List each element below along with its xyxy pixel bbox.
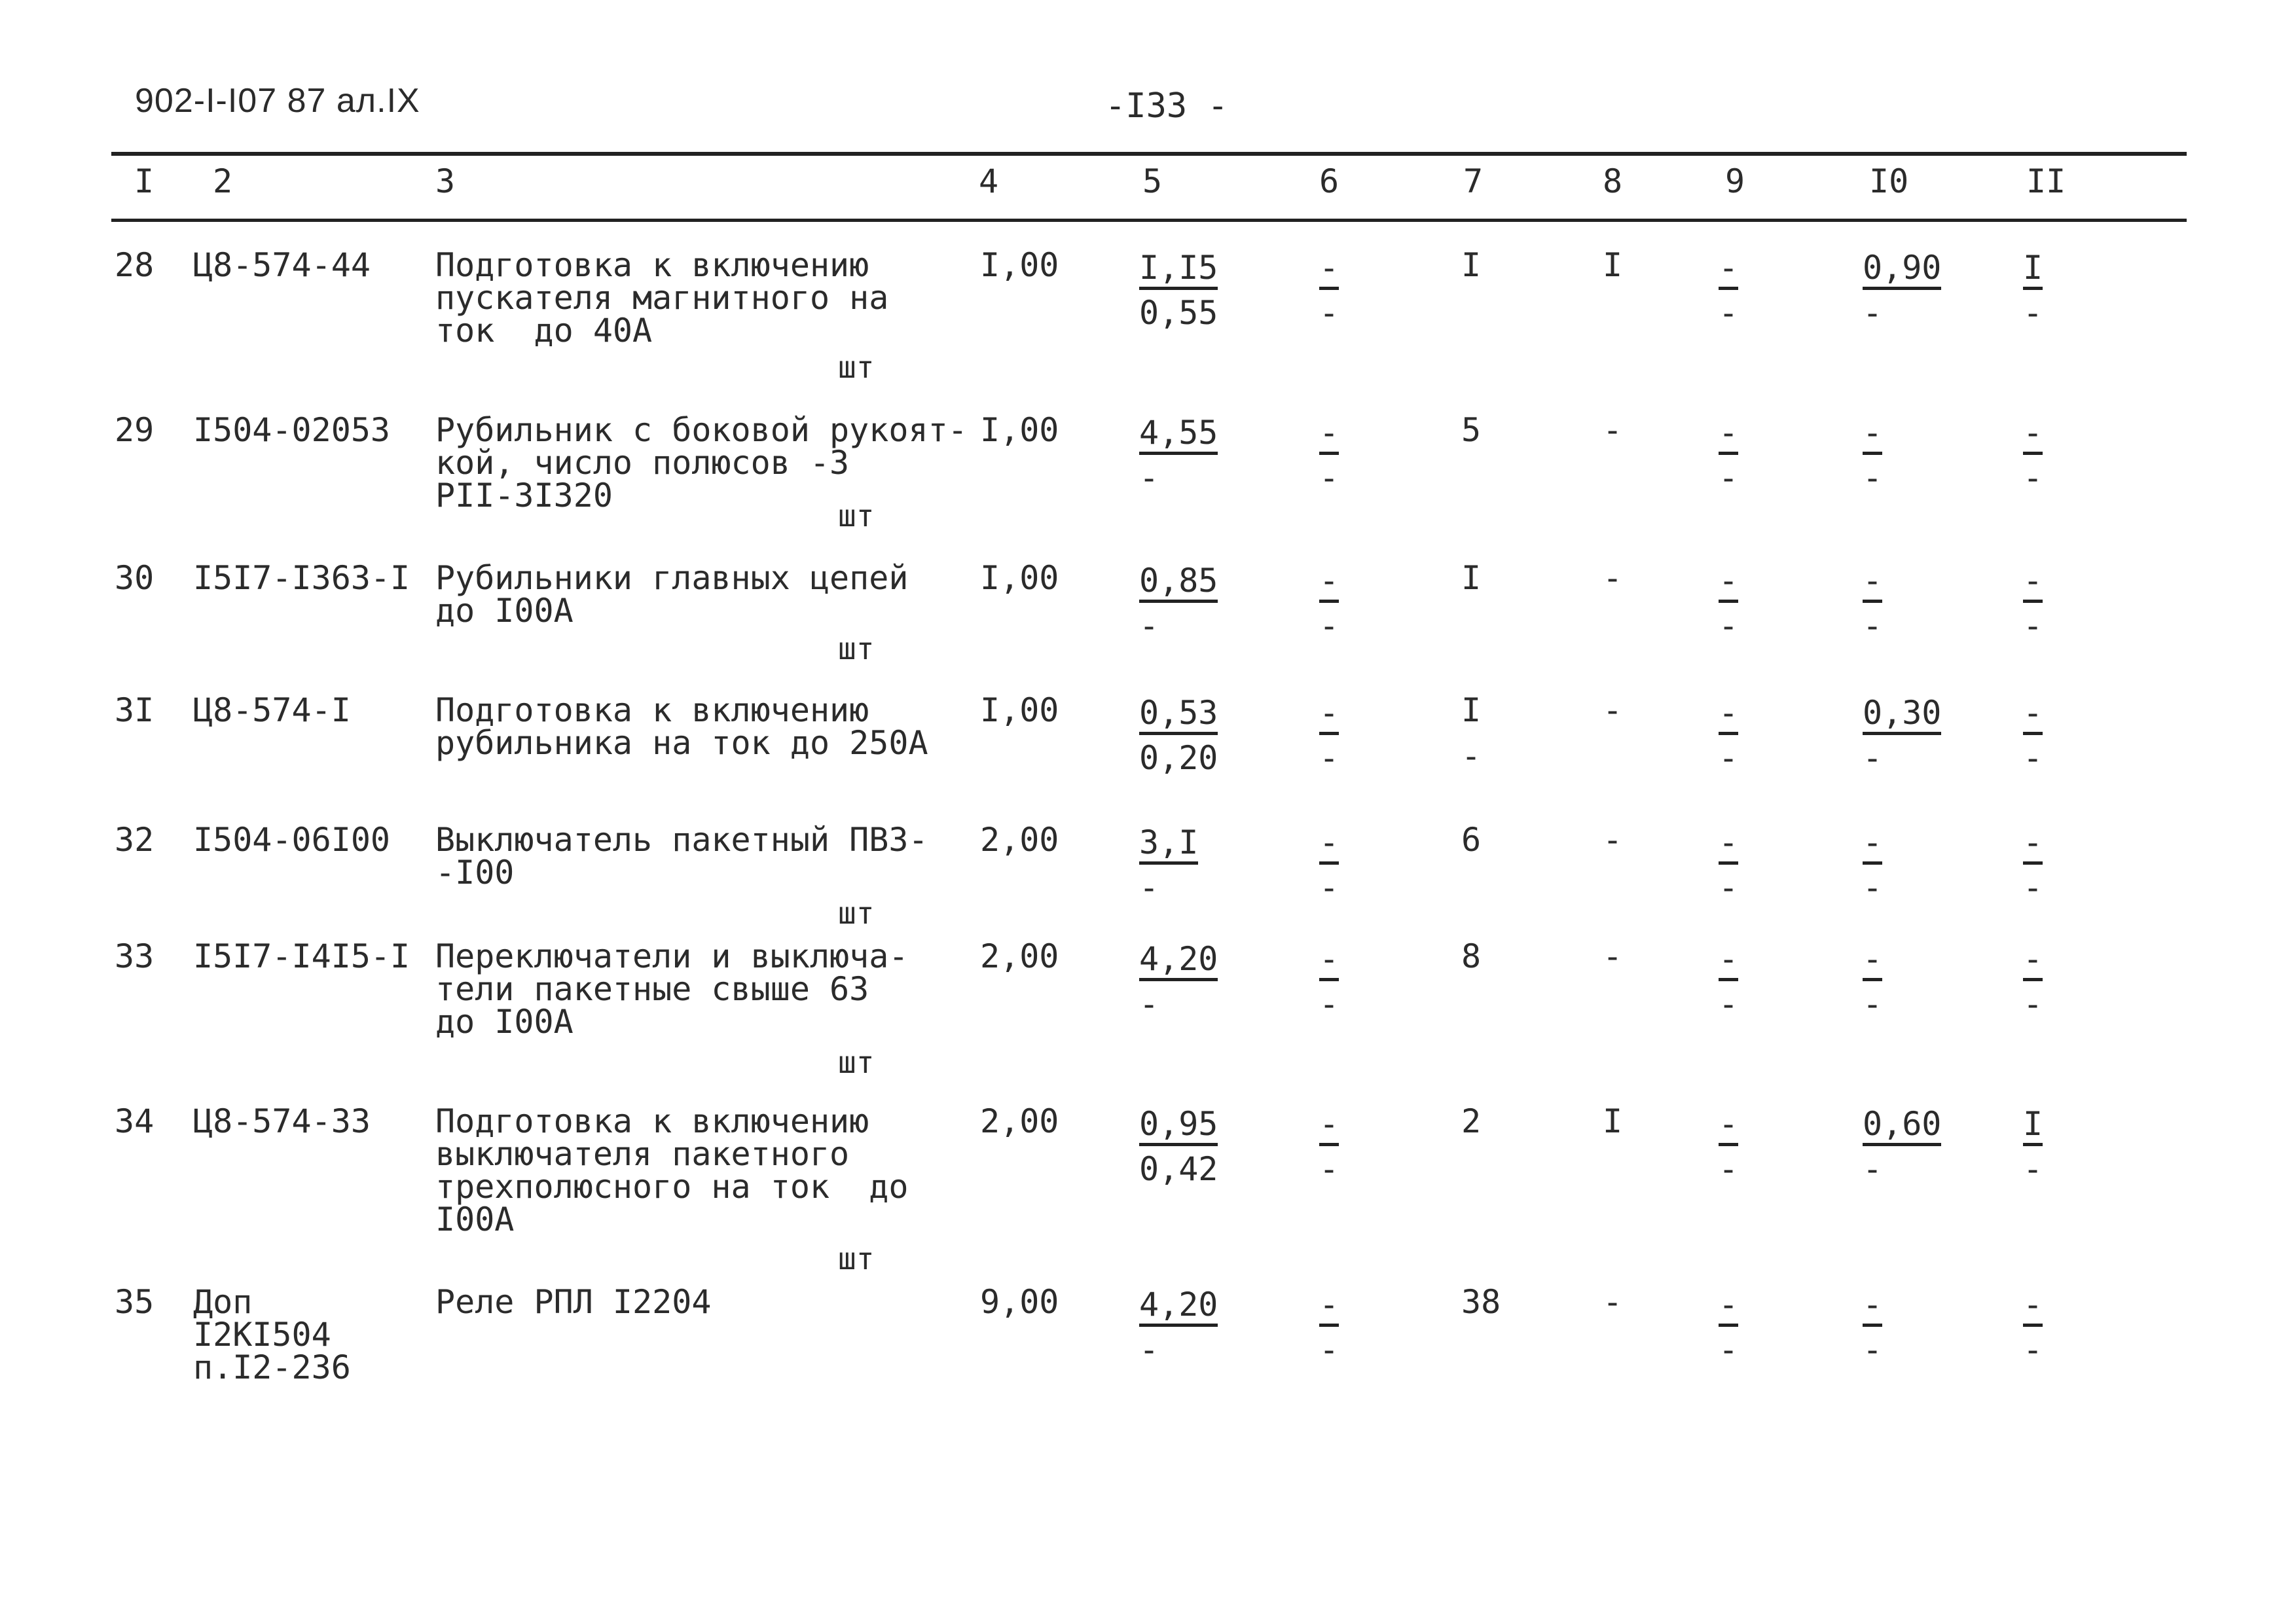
row-description-line: -I00 <box>435 854 515 892</box>
row-col5-value-numerator: 0,95 <box>1139 1108 1218 1146</box>
row-col10-value <box>1863 249 1942 332</box>
row-number: 33 <box>115 937 155 975</box>
row-number: 34 <box>115 1102 155 1140</box>
row-col6-value-numerator: - <box>1319 1108 1339 1146</box>
row-col10-value-denominator: - <box>1863 739 1883 777</box>
row-col10-value <box>1863 823 1883 907</box>
row-col5-value-denominator: 0,20 <box>1139 739 1218 777</box>
row-col11-value <box>2023 562 2043 645</box>
row-unit: шт <box>838 1045 875 1080</box>
row-col9-value-numerator: - <box>1719 251 1738 290</box>
row-col9-value <box>1719 940 1739 1023</box>
row-col5-value-denominator: - <box>1139 869 1159 907</box>
row-col6-value-numerator: - <box>1319 943 1339 981</box>
row-col10-value-numerator: - <box>1863 416 1882 455</box>
row-description-line: рубильника на ток до 250А <box>435 724 928 762</box>
row-col8-value: - <box>1603 937 1623 975</box>
row-quantity: 2,00 <box>980 1102 1059 1140</box>
row-number: 28 <box>115 246 155 284</box>
row-col11-value <box>2023 414 2043 497</box>
row-col11-value-denominator: - <box>2023 607 2043 645</box>
row-description-line: РII-3I320 <box>435 477 613 514</box>
row-col6-value-denominator: - <box>1319 869 1339 907</box>
row-col5-value-numerator: I,I5 <box>1139 251 1218 290</box>
row-col9-value-denominator: - <box>1719 459 1739 497</box>
row-col6-value-denominator: - <box>1319 294 1339 332</box>
row-col6-value-denominator: - <box>1319 1150 1339 1188</box>
row-col9-value <box>1719 1105 1739 1188</box>
row-col6-value <box>1319 823 1339 907</box>
row-col5-value-denominator: - <box>1139 1331 1159 1369</box>
row-col5-value-denominator: - <box>1139 985 1159 1023</box>
row-col11-value-denominator: - <box>2023 869 2043 907</box>
col-header-11: II <box>2026 162 2066 200</box>
row-col6-value <box>1319 1105 1339 1188</box>
row-col10-value-numerator: - <box>1863 564 1882 603</box>
row-code-line: I504-06I00 <box>193 821 391 859</box>
row-col8-value: - <box>1603 1283 1623 1321</box>
row-col11-value-numerator: I <box>2023 251 2043 290</box>
row-col5-value <box>1139 249 1218 332</box>
row-col11-value <box>2023 249 2043 332</box>
row-col5-value-numerator: 4,20 <box>1139 943 1218 981</box>
row-col6-value-numerator: - <box>1319 1288 1339 1327</box>
row-col5-value-numerator: 0,53 <box>1139 696 1218 735</box>
row-col11-value-denominator: - <box>2023 739 2043 777</box>
row-col10-value <box>1863 694 1942 777</box>
row-description-line: Подготовка к включению <box>435 691 869 729</box>
row-description-line: Переключатели и выключа- <box>435 937 909 975</box>
row-number: 32 <box>115 821 155 859</box>
row-col11-value-numerator: - <box>2023 696 2043 735</box>
row-col10-value-numerator: 0,60 <box>1863 1108 1941 1146</box>
row-col9-value <box>1719 1286 1739 1369</box>
row-col11-value-numerator: - <box>2023 943 2043 981</box>
row-description-line: Реле РПЛ I2204 <box>435 1283 712 1321</box>
row-col9-value-denominator: - <box>1719 607 1739 645</box>
row-col10-value-denominator: - <box>1863 459 1883 497</box>
row-col11-value-denominator: - <box>2023 294 2043 332</box>
row-col10-value-denominator: - <box>1863 1150 1883 1188</box>
col-header-9: 9 <box>1725 162 1745 200</box>
row-col5-value-numerator: 4,55 <box>1139 416 1218 455</box>
row-col10-value-numerator: - <box>1863 1288 1882 1327</box>
row-description-line: кой, число полюсов -3 <box>435 444 850 482</box>
row-col6-value <box>1319 694 1339 777</box>
row-col10-value-denominator: - <box>1863 607 1883 645</box>
col-header-2: 2 <box>213 162 233 200</box>
row-col8-value: - <box>1603 559 1623 597</box>
row-col11-value-denominator: - <box>2023 1150 2043 1188</box>
row-code-line: I504-02053 <box>193 411 391 449</box>
row-col9-value-denominator: - <box>1719 294 1739 332</box>
row-code-line: п.I2-236 <box>193 1348 351 1386</box>
row-col6-value-numerator: - <box>1319 251 1339 290</box>
row-col11-value-denominator: - <box>2023 459 2043 497</box>
row-unit: шт <box>838 498 875 533</box>
row-col7-value: 38 <box>1461 1283 1501 1321</box>
row-col9-value-numerator: - <box>1719 696 1738 735</box>
row-col5-value-denominator: - <box>1139 459 1159 497</box>
row-description-line: Подготовка к включению <box>435 1102 869 1140</box>
row-col10-value <box>1863 1105 1942 1188</box>
row-description-line: ток до 40А <box>435 312 653 350</box>
row-col6-value-denominator: - <box>1319 739 1339 777</box>
row-col9-value-numerator: - <box>1719 564 1738 603</box>
row-col6-value-denominator: - <box>1319 607 1339 645</box>
row-col7-value: I <box>1461 691 1482 729</box>
row-col11-value <box>2023 1286 2043 1369</box>
row-col9-value-numerator: - <box>1719 416 1738 455</box>
row-col11-value <box>2023 1105 2043 1188</box>
row-number: 30 <box>115 559 155 597</box>
row-col8-value: - <box>1603 411 1623 449</box>
row-col11-value-numerator: I <box>2023 1108 2043 1146</box>
col-header-8: 8 <box>1603 162 1623 200</box>
row-col6-value-numerator: - <box>1319 826 1339 865</box>
row-unit: шт <box>838 631 875 666</box>
row-col5-value-numerator: 0,85 <box>1139 564 1218 603</box>
row-col10-value-denominator: - <box>1863 869 1883 907</box>
row-col11-value-numerator: - <box>2023 416 2043 455</box>
row-col9-value <box>1719 414 1739 497</box>
row-col10-value <box>1863 414 1883 497</box>
row-unit: шт <box>838 350 875 385</box>
col-header-7: 7 <box>1463 162 1484 200</box>
row-col6-value <box>1319 562 1339 645</box>
row-col10-value <box>1863 1286 1883 1369</box>
row-col9-value-numerator: - <box>1719 943 1738 981</box>
row-col11-value-denominator: - <box>2023 1331 2043 1369</box>
row-col9-value-denominator: - <box>1719 869 1739 907</box>
row-description-line: Подготовка к включению <box>435 246 869 284</box>
col-header-10: I0 <box>1869 162 1909 200</box>
row-col6-value <box>1319 1286 1339 1369</box>
row-description-line: до I00А <box>435 1003 574 1041</box>
row-col7-value: 2 <box>1461 1102 1482 1140</box>
row-col9-value-denominator: - <box>1719 1331 1739 1369</box>
col-header-3: 3 <box>435 162 456 200</box>
row-col6-value-numerator: - <box>1319 416 1339 455</box>
row-unit: шт <box>838 895 875 931</box>
col-header-5: 5 <box>1142 162 1163 200</box>
row-col8-value: I <box>1603 246 1623 284</box>
row-col8-value: - <box>1603 691 1623 729</box>
row-unit: шт <box>838 1241 875 1276</box>
row-code-line: Ц8-574-33 <box>193 1102 371 1140</box>
row-col6-value-denominator: - <box>1319 985 1339 1023</box>
row-col5-value <box>1139 562 1218 645</box>
row-col9-value-denominator: - <box>1719 1150 1739 1188</box>
table-header-rule <box>111 219 2187 222</box>
row-col7-value: 6 <box>1461 821 1482 859</box>
row-col11-value <box>2023 694 2043 777</box>
row-col10-value-numerator: - <box>1863 826 1882 865</box>
row-col10-value-numerator: 0,30 <box>1863 696 1941 735</box>
row-col9-value-numerator: - <box>1719 1288 1738 1327</box>
row-col11-value-denominator: - <box>2023 985 2043 1023</box>
row-col5-value <box>1139 1286 1218 1369</box>
row-code-line: Ц8-574-44 <box>193 246 371 284</box>
row-description-line: до I00А <box>435 592 574 630</box>
row-col5-value-denominator: - <box>1139 607 1159 645</box>
row-description-line: Выключатель пакетный ПВЗ- <box>435 821 928 859</box>
row-description-line: I00А <box>435 1200 515 1238</box>
row-col11-value-numerator: - <box>2023 564 2043 603</box>
row-col5-value <box>1139 823 1199 907</box>
row-col10-value-denominator: - <box>1863 1331 1883 1369</box>
row-col10-value <box>1863 562 1883 645</box>
row-col11-value <box>2023 823 2043 907</box>
row-description-line: пускателя магнитного на <box>435 279 889 317</box>
row-col6-value-numerator: - <box>1319 696 1339 735</box>
row-col6-value-denominator: - <box>1319 1331 1339 1369</box>
row-col7-value: 8 <box>1461 937 1482 975</box>
row-quantity: 9,00 <box>980 1283 1059 1321</box>
row-description-line: тели пакетные свыше 63 <box>435 970 869 1008</box>
row-col8-value: I <box>1603 1102 1623 1140</box>
row-col5-value <box>1139 1105 1218 1188</box>
row-quantity: 2,00 <box>980 937 1059 975</box>
row-col9-value <box>1719 823 1739 907</box>
table-top-rule <box>111 152 2187 156</box>
row-col10-value <box>1863 940 1883 1023</box>
row-number: 3I <box>115 691 155 729</box>
row-col10-value-denominator: - <box>1863 294 1883 332</box>
row-description-line: трехполюсного на ток до <box>435 1168 909 1206</box>
row-col11-value-numerator: - <box>2023 1288 2043 1327</box>
row-code-line: I2КI504 <box>193 1316 331 1354</box>
row-number: 35 <box>115 1283 155 1321</box>
document-code: 902-I-I07 87 ал.IX <box>135 82 420 120</box>
row-col6-value <box>1319 414 1339 497</box>
row-col5-value-numerator: 3,I <box>1139 826 1198 865</box>
row-col6-value-denominator: - <box>1319 459 1339 497</box>
row-col5-value-denominator: 0,42 <box>1139 1150 1218 1188</box>
row-quantity: I,00 <box>980 559 1059 597</box>
col-header-6: 6 <box>1319 162 1339 200</box>
row-quantity: I,00 <box>980 691 1059 729</box>
row-col5-value-numerator: 4,20 <box>1139 1288 1218 1327</box>
row-col9-value-denominator: - <box>1719 985 1739 1023</box>
row-col7-sub-value: - <box>1461 737 1482 775</box>
row-col5-value <box>1139 414 1218 497</box>
row-col10-value-denominator: - <box>1863 985 1883 1023</box>
row-col10-value-numerator: - <box>1863 943 1882 981</box>
row-description-line: Рубильник с боковой рукоят- <box>435 411 968 449</box>
row-quantity: I,00 <box>980 246 1059 284</box>
row-col11-value <box>2023 940 2043 1023</box>
row-col7-value: I <box>1461 246 1482 284</box>
row-quantity: I,00 <box>980 411 1059 449</box>
col-header-4: 4 <box>979 162 999 200</box>
row-col10-value-numerator: 0,90 <box>1863 251 1941 290</box>
row-quantity: 2,00 <box>980 821 1059 859</box>
row-col7-value: 5 <box>1461 411 1482 449</box>
row-col7-value: I <box>1461 559 1482 597</box>
row-col5-value <box>1139 694 1218 777</box>
row-col9-value-numerator: - <box>1719 1108 1738 1146</box>
row-col5-value <box>1139 940 1218 1023</box>
row-col6-value <box>1319 940 1339 1023</box>
row-col8-value: - <box>1603 821 1623 859</box>
row-col9-value-denominator: - <box>1719 739 1739 777</box>
row-col9-value <box>1719 249 1739 332</box>
row-code-line: I5I7-I363-I <box>193 559 410 597</box>
row-col9-value <box>1719 694 1739 777</box>
row-description-line: выключателя пакетного <box>435 1135 850 1173</box>
row-code-line: I5I7-I4I5-I <box>193 937 410 975</box>
row-col9-value <box>1719 562 1739 645</box>
row-col6-value-numerator: - <box>1319 564 1339 603</box>
row-col6-value <box>1319 249 1339 332</box>
row-code-line: Ц8-574-I <box>193 691 351 729</box>
row-col9-value-numerator: - <box>1719 826 1738 865</box>
col-header-1: I <box>134 162 155 200</box>
row-col11-value-numerator: - <box>2023 826 2043 865</box>
row-col5-value-denominator: 0,55 <box>1139 294 1218 332</box>
page-number: -I33 - <box>1105 86 1228 126</box>
row-number: 29 <box>115 411 155 449</box>
row-code-line: Доп <box>193 1283 253 1321</box>
row-description-line: Рубильники главных цепей <box>435 559 909 597</box>
